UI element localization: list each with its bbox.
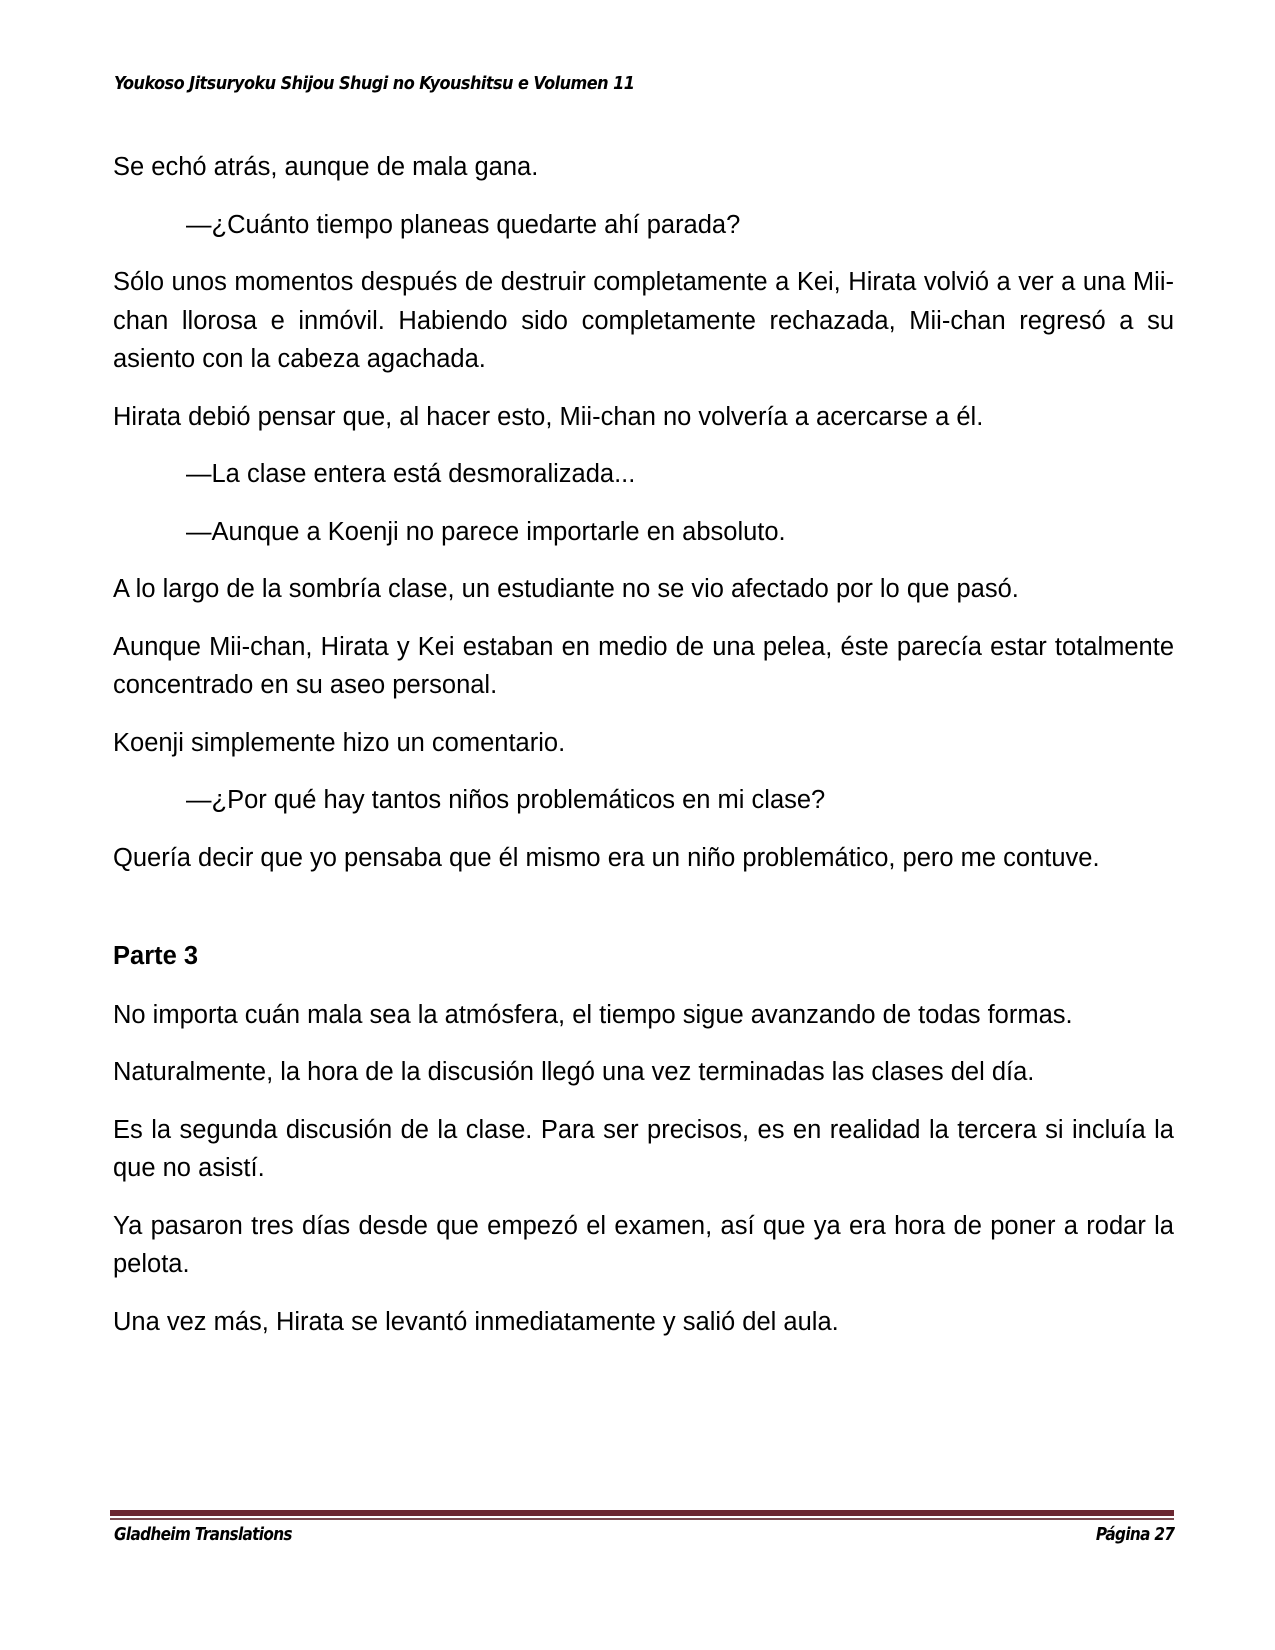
paragraph: No importa cuán mala sea la atmósfera, el tiempo sigue avanzando de todas formas. [113,1000,1073,1029]
dialog-line: —Aunque a Koenji no parece importarle en absoluto. [186,517,786,546]
footer-divider [110,1510,1174,1520]
paragraph: Hirata debió pensar que, al hacer esto, Mii-chan no volvería a acercarse a él. [113,402,984,431]
dialog-line: —¿Cuánto tiempo planeas quedarte ahí parada? [186,210,741,239]
paragraph: Quería decir que yo pensaba que él mismo era un niño problemático, pero me contuve. [113,843,1100,872]
paragraph: A lo largo de la sombría clase, un estudiante no se vio afectado por lo que pasó. [113,575,1019,603]
paragraph: Koenji simplemente hizo un comentario. [113,728,566,757]
dialog-line: —La clase entera está desmoralizada... [186,460,636,488]
dialog-line: —¿Por qué hay tantos niños problemáticos en mi clase? [186,786,826,814]
section-heading: Parte 3 [113,942,199,970]
paragraph: Una vez más, Hirata se levantó inmediatamente y salió del aula. [113,1307,839,1336]
paragraph: Ya pasaron tres días desde que empezó el examen, así que ya era hora de poner a rodar la pelota. [113,1211,1174,1278]
footer-page-number: Página 27 [1095,1524,1174,1545]
paragraph: Naturalmente, la hora de la discusión llegó una vez terminadas las clases del día. [113,1058,1035,1086]
footer-publisher: Gladheim Translations [114,1524,292,1545]
footer-divider-thin [110,1518,1174,1520]
paragraph: Se echó atrás, aunque de mala gana. [113,153,539,181]
paragraph: Es la segunda discusión de la clase. Para ser precisos, es en realidad la tercera si incluía la que no asistí. [113,1115,1174,1182]
page-body [113,148,1174,1360]
paragraph: Aunque Mii-chan, Hirata y Kei estaban en medio de una pelea, éste parecía estar totalmente concentrado en su aseo personal. [113,632,1174,699]
paragraph: Sólo unos momentos después de destruir completamente a Kei, Hirata volvió a ver a una Mii-chan llorosa e inmóvil. Habiendo sido completamente rechazada, Mii-chan regresó a su asiento con la cabeza agachada. [113,268,1174,373]
running-header-title: Youkoso Jitsuryoku Shijou Shugi no Kyoushitsu e Volumen 11 [114,74,635,94]
